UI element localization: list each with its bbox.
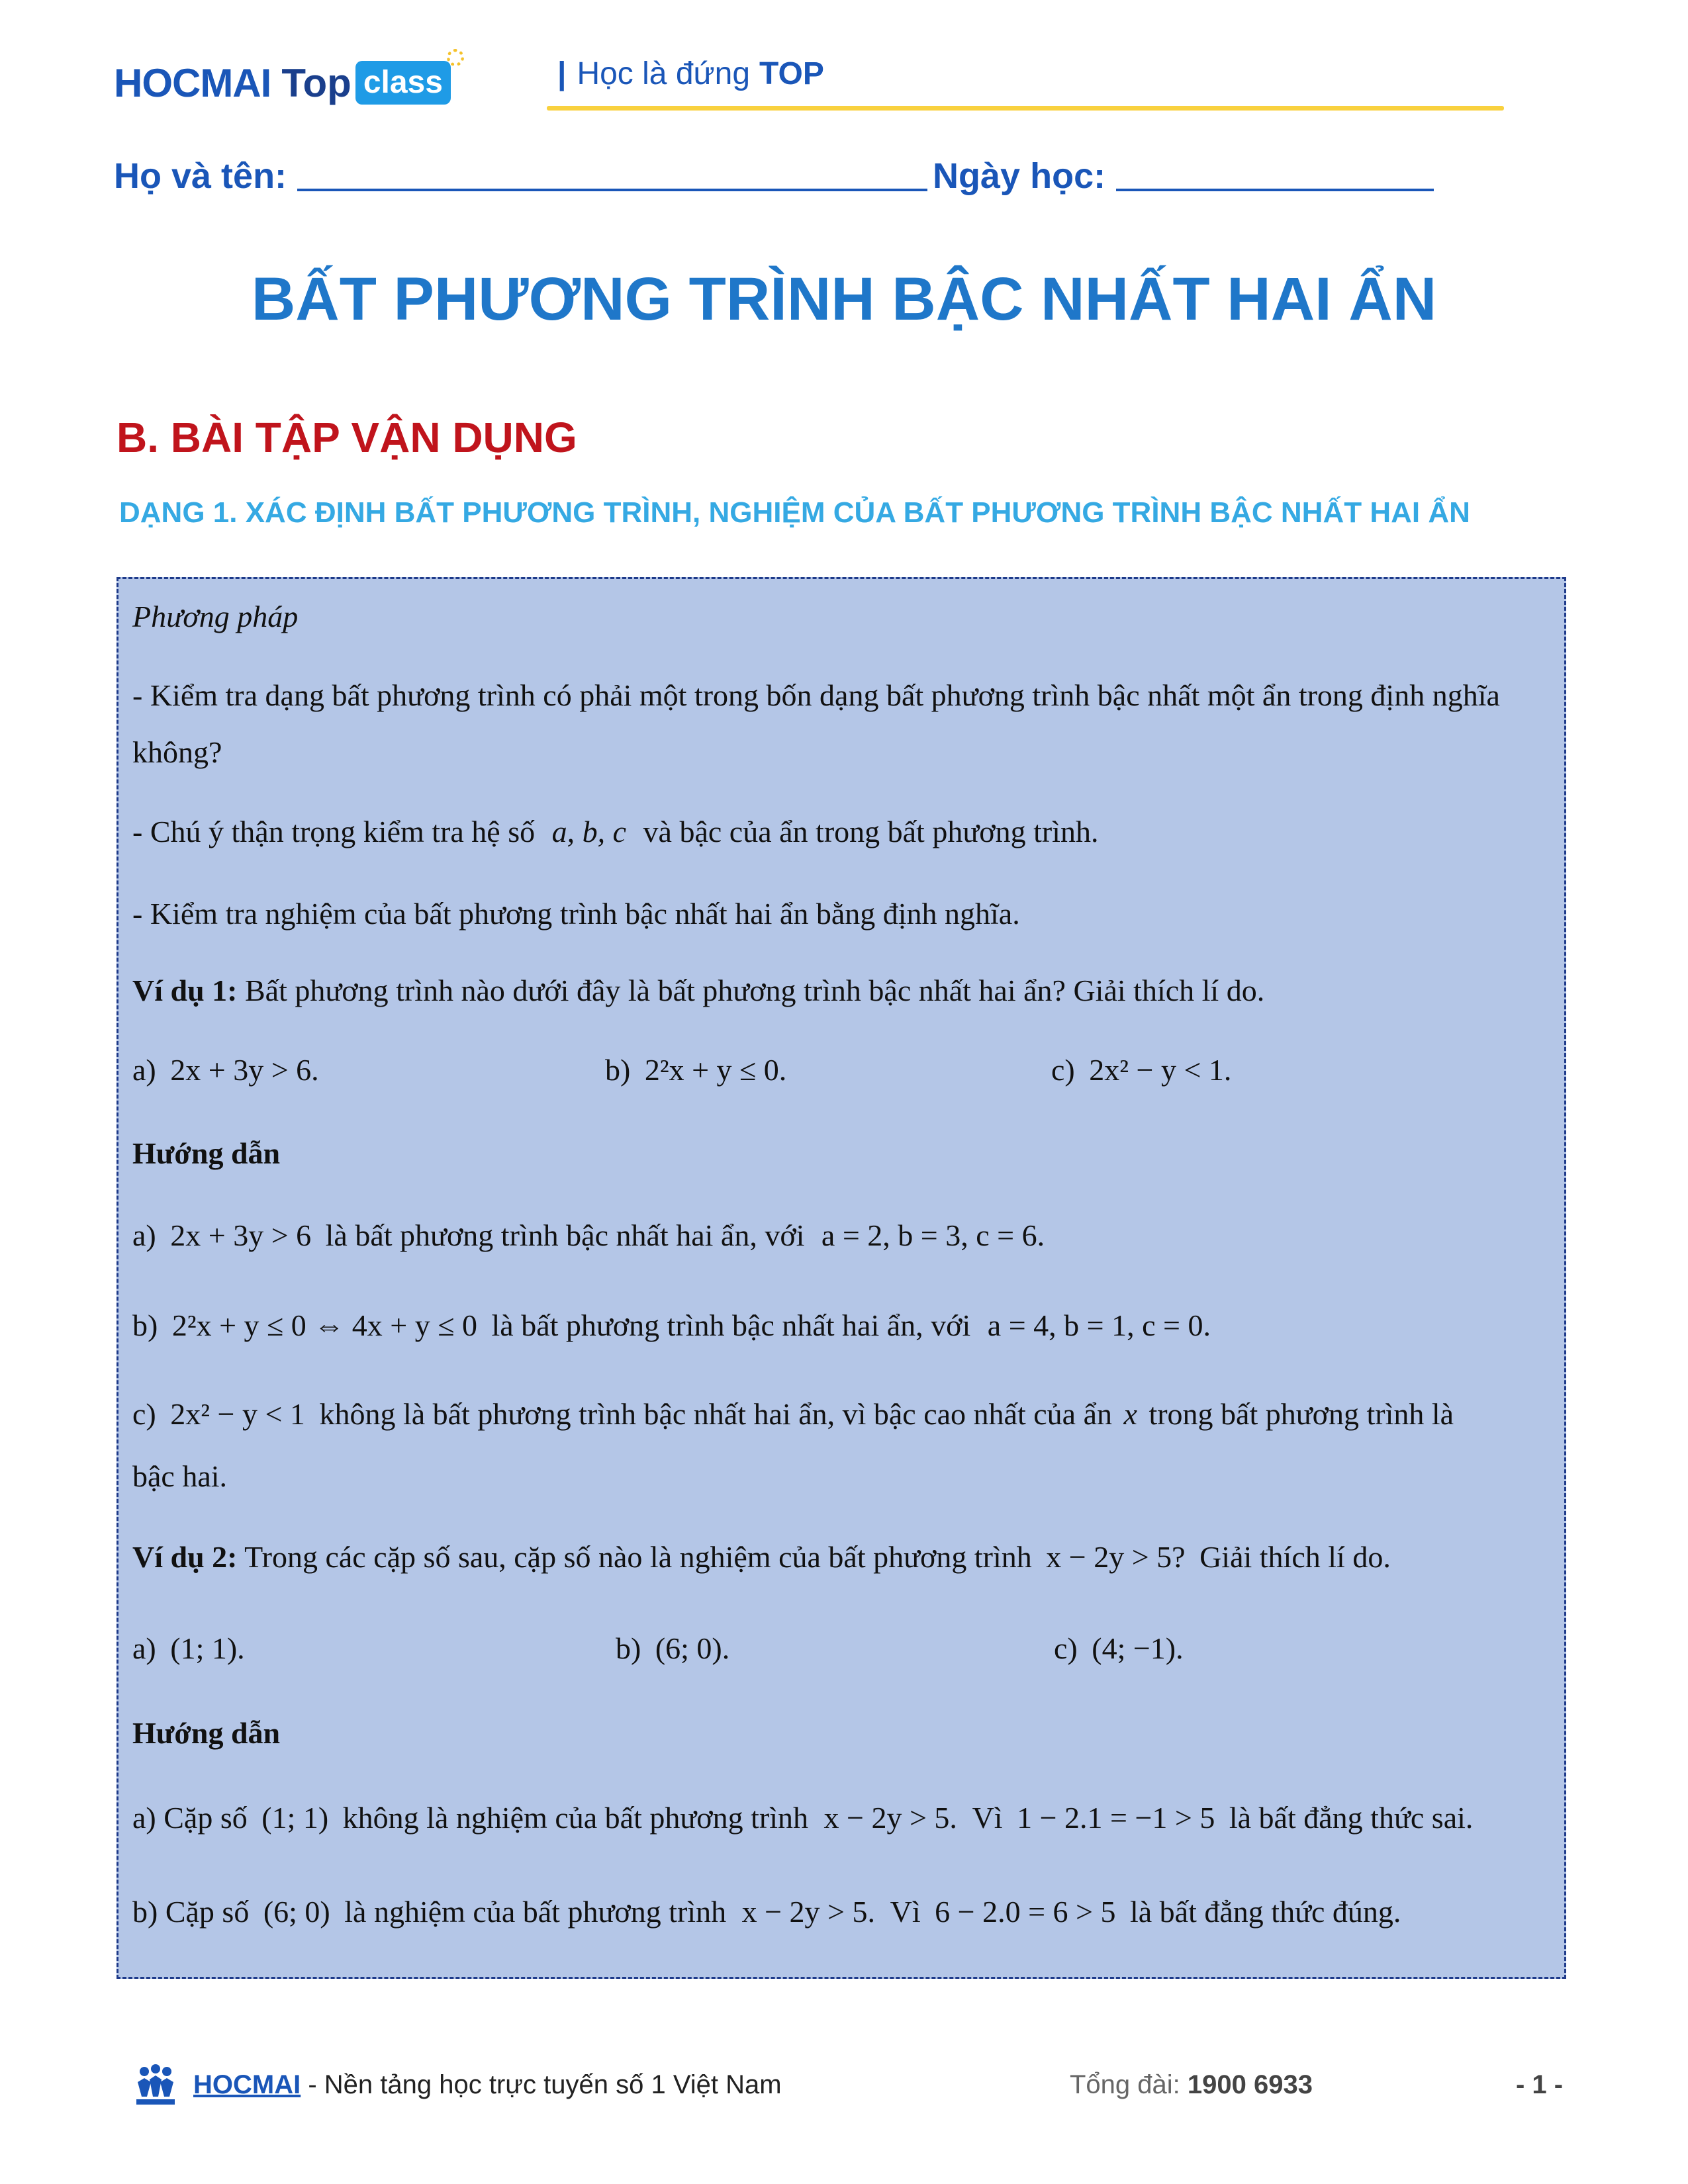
method-box (117, 577, 1566, 1979)
example-1-option-c: c) 2x² − y < 1. (1051, 1053, 1232, 1087)
page-number: - 1 - (1516, 2070, 1564, 2099)
page-title: BẤT PHƯƠNG TRÌNH BẬC NHẤT HAI ẨN (251, 265, 1437, 333)
solution-2-b: b) Cặp số (6; 0) là nghiệm của bất phương trình x − 2y > 5. Vì 6 − 2.0 = 6 > 5 là bất đẳng thức đúng. (132, 1895, 1401, 1929)
solution-1-b: b) 2²x + y ≤ 0 ⇔ 4x + y ≤ 0 là bất phương trình bậc nhất hai ẩn, với a = 4, b = 1, c = 0. (132, 1308, 1211, 1342)
logo-class-text: class (363, 65, 443, 100)
method-item-3: - Kiểm tra nghiệm của bất phương trình bậc nhất hai ẩn bằng định nghĩa. (132, 897, 1020, 931)
footer-hotline: Tổng đài: 1900 6933 (1070, 2070, 1313, 2099)
tagline-text: Học là đứng (577, 56, 751, 91)
tagline-bar: | (557, 56, 567, 91)
guide-heading-1: Hướng dẫn (132, 1136, 281, 1170)
example-1-option-a: a) 2x + 3y > 6. (132, 1053, 319, 1087)
tagline-underline (547, 106, 1504, 111)
logo-hocmai-text: HOCMAI (114, 60, 271, 105)
method-heading: Phương pháp (132, 600, 299, 633)
example-2-option-b: b) (6; 0). (616, 1631, 730, 1665)
example-2-option-c: c) (4; −1). (1054, 1631, 1184, 1665)
example-1-option-b: b) 2²x + y ≤ 0. (605, 1053, 787, 1087)
name-blank-field[interactable] (297, 157, 927, 191)
date-label: Ngày học: (933, 156, 1106, 196)
guide-heading-2: Hướng dẫn (132, 1716, 281, 1750)
hocmai-people-icon (132, 2062, 179, 2109)
footer-brand (193, 2070, 782, 2100)
hocmai-topclass-logo (114, 53, 451, 113)
section-heading: B. BÀI TẬP VẬN DỤNG (117, 414, 577, 461)
sun-icon (447, 49, 464, 66)
footer-slogan: - Nền tảng học trực tuyến số 1 Việt Nam (301, 2070, 782, 2099)
solution-2-a: a) Cặp số (1; 1) không là nghiệm của bất phương trình x − 2y > 5. Vì 1 − 2.1 = −1 > 5 là bất đẳng thức sai. (132, 1801, 1474, 1835)
coef-math: a, b, c (551, 815, 627, 848)
example-1-prompt: Ví dụ 1: Bất phương trình nào dưới đây là bất phương trình bậc nhất hai ẩn? Giải thích lí do. (132, 974, 1265, 1007)
logo-top-text: Top (281, 60, 352, 105)
example-2-prompt: Ví dụ 2: Trong các cặp số sau, cặp số nào là nghiệm của bất phương trình x − 2y > 5? Giải thích lí do. (132, 1540, 1391, 1574)
method-item-2: - Chú ý thận trọng kiểm tra hệ số a, b, c và bậc của ẩn trong bất phương trình. (132, 815, 1099, 848)
tagline (557, 56, 824, 92)
name-label: Họ và tên: (114, 156, 287, 196)
name-date-row (114, 156, 1517, 197)
logo-class-badge (355, 61, 451, 105)
example-2-option-a: a) (1; 1). (132, 1631, 245, 1665)
tagline-strong: TOP (759, 56, 824, 91)
solution-1-c: c) 2x² − y < 1 không là bất phương trình bậc nhất hai ẩn, vì bậc cao nhất của ẩn x trong bất phương trình là (132, 1397, 1454, 1431)
method-item-1: - Kiểm tra dạng bất phương trình có phải một trong bốn dạng bất phương trình bậc nhất một ẩn trong định nghĩa không? (132, 678, 1500, 769)
solution-1-c-continued: bậc hai. (132, 1459, 228, 1493)
date-blank-field[interactable] (1116, 157, 1434, 191)
solution-1-a: a) 2x + 3y > 6 là bất phương trình bậc nhất hai ẩn, với a = 2, b = 3, c = 6. (132, 1218, 1045, 1252)
footer-brand-link[interactable]: HOCMAI (193, 2070, 301, 2099)
dang-heading: DẠNG 1. XÁC ĐỊNH BẤT PHƯƠNG TRÌNH, NGHIỆM CỦA BẤT PHƯƠNG TRÌNH BẬC NHẤT HAI ẨN (119, 496, 1470, 529)
hotline-number: 1900 6933 (1187, 2070, 1313, 2099)
